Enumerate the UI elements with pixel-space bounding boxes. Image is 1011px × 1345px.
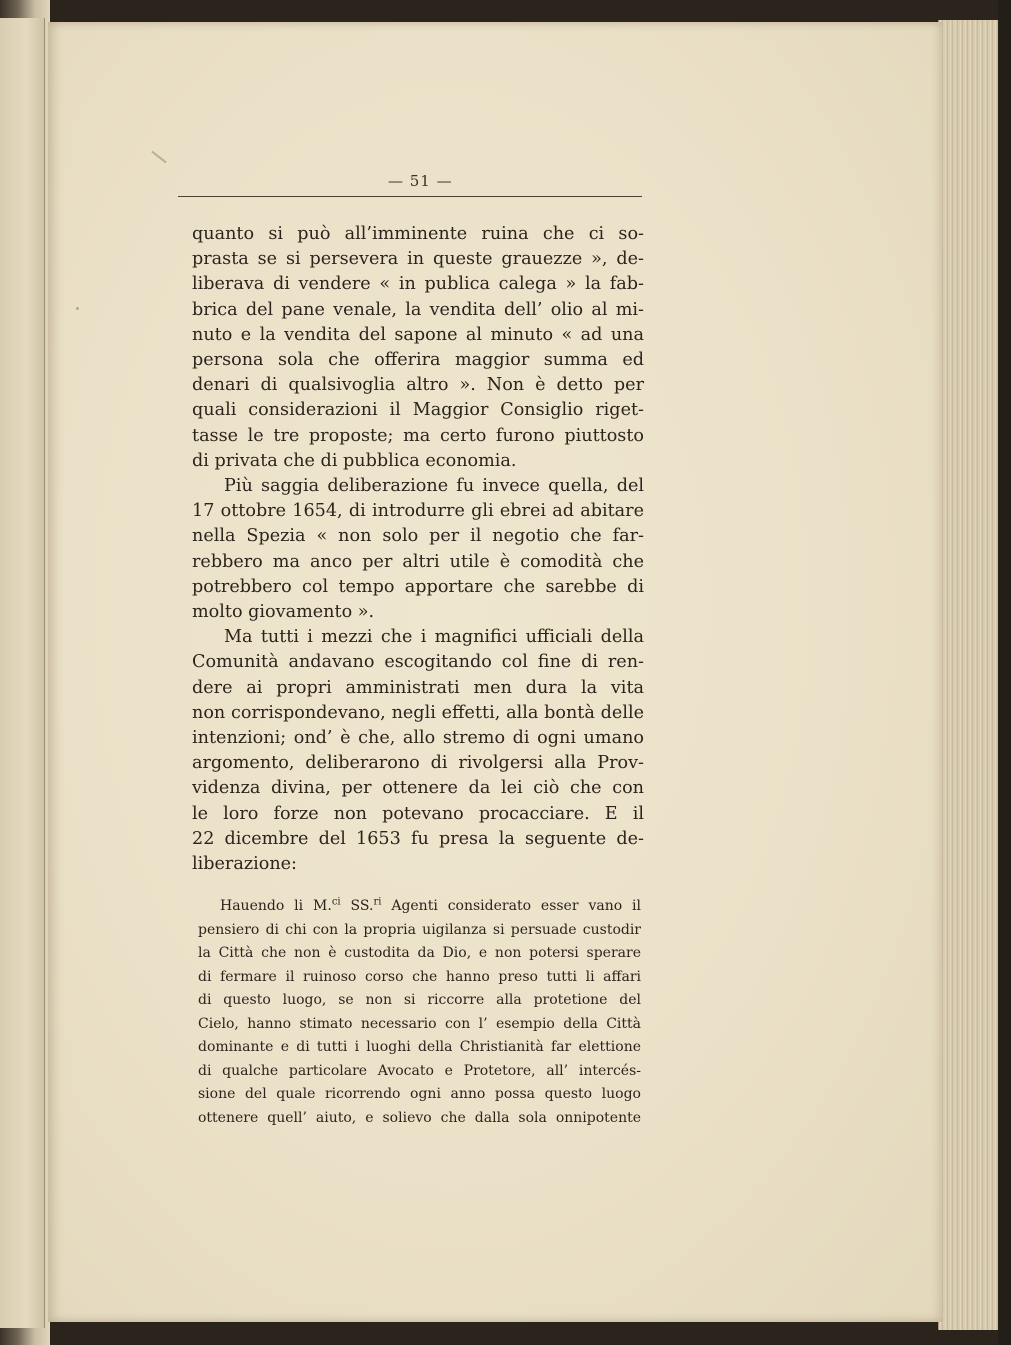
text-line: le loro forze non potevano procacciare. E il [192, 803, 644, 824]
text-line: dere ai propri amministrati men dura la vita [192, 677, 644, 698]
text-line: non corrispondevano, negli effetti, alla bontà delle [192, 702, 644, 723]
quote-line: pensiero di chi con la propria uigilanza si persuade custodir [198, 921, 641, 938]
text-line: potrebbero col tempo apportare che sarebbe di [192, 576, 644, 597]
quote-line: di fermare il ruinoso corso che hanno preso tutti li affari [198, 968, 641, 985]
text-line: molto giovamento ». [192, 602, 375, 623]
text-line: intenzioni; ond’ è che, allo stremo di ogni umano [192, 728, 644, 749]
text-line: tasse le tre proposte; ma certo furono piuttosto [192, 425, 644, 446]
text-line: nuto e la vendita del sapone al minuto « ad una [192, 324, 644, 345]
text-line: rebbero ma anco per altri utile è comodità che [192, 551, 644, 572]
text-line: liberazione: [192, 854, 297, 875]
quote-line-part: Hauendo li M. [220, 898, 332, 914]
text-line: 22 dicembre del 1653 fu presa la seguente de- [192, 828, 644, 849]
book-binding [0, 0, 50, 1345]
text-line: 17 ottobre 1654, di introdurre gli ebrei ad abitare [192, 501, 644, 522]
quote-line-part: SS. [340, 898, 374, 914]
text-line: denari di qualsivoglia altro ». Non è detto per [192, 375, 644, 396]
paper-blemish [151, 151, 166, 164]
superscript: ci [331, 896, 341, 908]
text-line: Ma tutti i mezzi che i magnifici ufficiali della [224, 627, 644, 648]
quote-line [198, 895, 641, 919]
quote-line: sione del quale ricorrendo ogni anno possa questo luogo [198, 1086, 641, 1102]
text-line: quanto si può all’imminente ruina che ci so- [192, 224, 644, 244]
text-line: Più saggia deliberazione fu invece quella, del [224, 476, 644, 497]
previous-page-edge [0, 18, 45, 1328]
edge-shadow [998, 0, 1011, 1345]
quote-line: la Città che non è custodita da Dio, e non potersi sperare [198, 945, 641, 961]
text-line: persona sola che offerira maggior summa ed [192, 350, 644, 371]
text-line: nella Spezia « non solo per il negotio che far- [192, 526, 644, 547]
text-line: quali considerazioni il Maggior Consiglio riget- [192, 400, 644, 421]
quote-line-part: Agenti considerato esser vano il [381, 898, 642, 914]
text-line: di privata che di pubblica economia. [192, 450, 517, 471]
paper-blemish [76, 307, 79, 310]
quoted-document [198, 895, 641, 1130]
quote-line: di questo luogo, se non si riccorre alla protetione del [198, 992, 641, 1008]
text-line: liberava di vendere « in publica calega » la fab- [192, 274, 644, 295]
quote-line: ottenere quell’ aiuto, e solievo che dalla sola onnipotente [198, 1109, 641, 1126]
quote-line: di qualche particolare Avocato e Protetore, all’ intercés- [198, 1062, 641, 1079]
body-text [192, 222, 644, 877]
page-number: — 51 — [388, 172, 453, 190]
page-edges [938, 20, 999, 1330]
quote-line: dominante e di tutti i luoghi della Christianità far elettione [198, 1039, 641, 1055]
text-line: Comunità andavano escogitando col fine di ren- [192, 652, 644, 673]
text-line: videnza divina, per ottenere da lei ciò che con [192, 778, 644, 799]
superscript: ri [373, 896, 382, 908]
text-line: argomento, deliberarono di rivolgersi alla Prov- [192, 753, 644, 774]
header-rule [178, 196, 642, 197]
text-line: prasta se si persevera in queste grauezze », de- [192, 249, 644, 270]
book-page [48, 22, 942, 1322]
text-line: brica del pane venale, la vendita dell’ olio al mi- [192, 299, 644, 320]
quote-line: Cielo, hanno stimato necessario con l’ esempio della Città [198, 1015, 641, 1032]
